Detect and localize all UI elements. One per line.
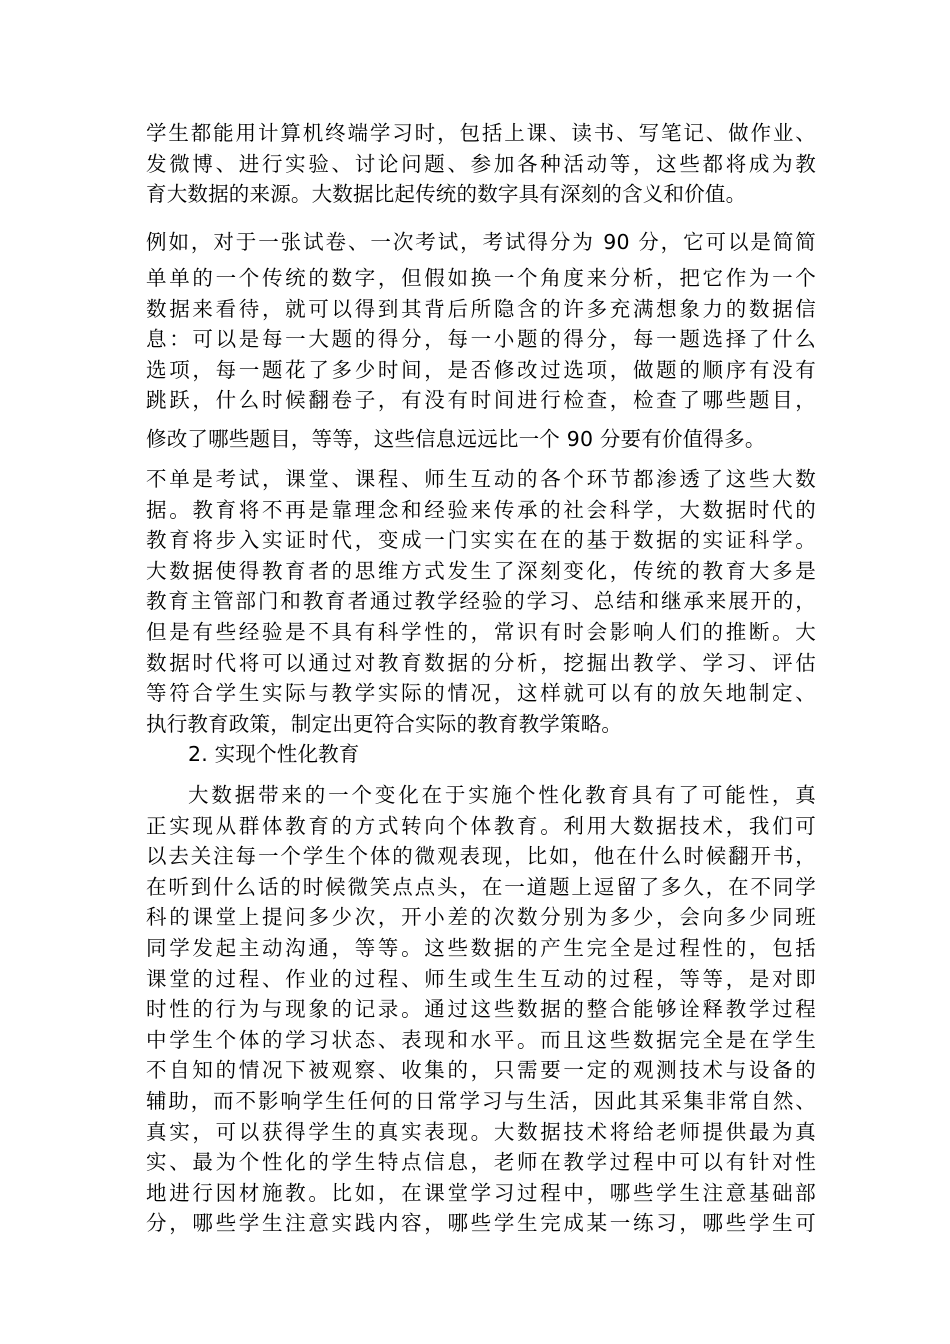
text-line: 地进行因材施教。比如，在课堂学习过程中，哪些学生注意基础部 <box>146 1180 816 1205</box>
text-line: 数据来看待，就可以得到其背后所隐含的许多充满想象力的数据信 <box>146 296 816 321</box>
text-line: 大数据使得教育者的思维方式发生了深刻变化，传统的教育大多是 <box>146 558 816 583</box>
text-line: 不自知的情况下被观察、收集的，只需要一定的观测技术与设备的 <box>146 1058 816 1083</box>
text-line: 实、最为个性化的学生特点信息，老师在教学过程中可以有针对性 <box>146 1150 816 1175</box>
text-line: 育大数据的来源。大数据比起传统的数字具有深刻的含义和价值。 <box>146 182 747 207</box>
text-line: 发微博、进行实验、讨论问题、参加各种活动等，这些都将成为教 <box>146 151 816 176</box>
text-line: 以去关注每一个学生个体的微观表现，比如，他在什么时候翻开书， <box>146 844 816 869</box>
text-line: 辅助，而不影响学生任何的日常学习与生活，因此其采集非常自然、 <box>146 1088 816 1113</box>
text-line: 科的课堂上提问多少次，开小差的次数分别为多少，会向多少同班 <box>146 905 816 930</box>
text-line: 教育主管部门和教育者通过教学经验的学习、总结和继承来展开的， <box>146 589 816 614</box>
text-line: 数据时代将可以通过对教育数据的分析，挖掘出教学、学习、评估 <box>146 650 816 675</box>
text-line: 单单的一个传统的数字，但假如换一个角度来分析，把它作为一个 <box>146 266 816 290</box>
text-line: 据。教育将不再是靠理念和经验来传承的社会科学，大数据时代的 <box>146 497 816 522</box>
text-line: 课堂的过程、作业的过程、师生或生生互动的过程，等等，是对即 <box>146 966 816 991</box>
text-line: 时性的行为与现象的记录。通过这些数据的整合能够诠释教学过程 <box>146 997 816 1022</box>
text-line: 但是有些经验是不具有科学性的，常识有时会影响人们的推断。大 <box>146 619 816 644</box>
text-line: 分，哪些学生注意实践内容，哪些学生完成某一练习，哪些学生可 <box>146 1211 816 1236</box>
text-line: 学生都能用计算机终端学习时，包括上课、读书、写笔记、做作业、 <box>146 121 816 145</box>
section-heading <box>146 739 816 770</box>
text-line: 等符合学生实际与教学实际的情况，这样就可以有的放矢地制定、 <box>146 681 816 706</box>
paragraph-intro <box>146 118 816 210</box>
text-line: 不单是考试，课堂、课程、师生互动的各个环节都渗透了这些大数 <box>146 467 816 491</box>
text-line: 跳跃，什么时候翻卷子，有没有时间进行检查，检查了哪些题目， <box>146 388 816 413</box>
paragraph-example <box>146 227 816 258</box>
text-line: 执行教育政策，制定出更符合实际的教育教学策略。 <box>146 711 623 736</box>
text-line: 息：可以是每一大题的得分，每一小题的得分，每一题选择了什么 <box>146 327 816 352</box>
paragraph-classroom <box>146 464 816 739</box>
text-line: 修改了哪些题目，等等，这些信息远远比一个 90 分要有价值得多。 <box>146 427 766 451</box>
paragraph-personalized <box>146 780 816 1239</box>
text-line: 同学发起主动沟通，等等。这些数据的产生完全是过程性的，包括 <box>146 935 816 960</box>
text-line: 大数据带来的一个变化在于实施个性化教育具有了可能性，真 <box>188 783 816 807</box>
paragraph-example-end <box>146 424 816 455</box>
text-line: 正实现从群体教育的方式转向个体教育。利用大数据技术，我们可 <box>146 813 816 838</box>
text-line: 例如，对于一张试卷、一次考试，考试得分为 90 分，它可以是简简 <box>146 230 816 254</box>
text-line: 中学生个体的学习状态、表现和水平。而且这些数据完全是在学生 <box>146 1027 816 1052</box>
text-line: 真实，可以获得学生的真实表现。大数据技术将给老师提供最为真 <box>146 1119 816 1144</box>
paragraph-example-continued <box>146 263 816 416</box>
text-line: 选项，每一题花了多少时间，是否修改过选项，做题的顺序有没有 <box>146 357 816 382</box>
text-line: 在听到什么话的时候微笑点点头，在一道题上逗留了多久，在不同学 <box>146 874 816 899</box>
text-line: 教育将步入实证时代，变成一门实实在在的基于数据的实证科学。 <box>146 528 816 553</box>
heading-text: 2. 实现个性化教育 <box>188 742 360 766</box>
